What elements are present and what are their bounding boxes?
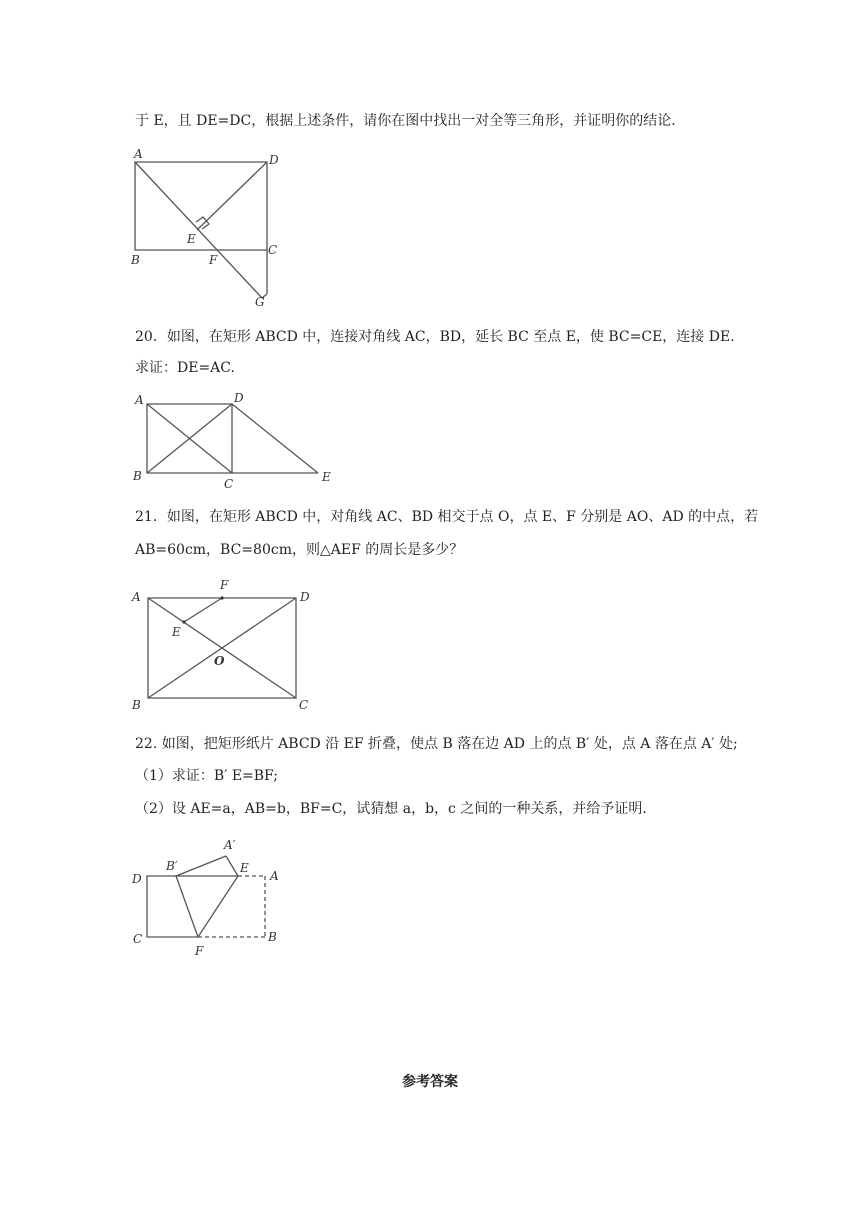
q20-stem: 20．如图，在矩形 ABCD 中，连接对角线 AC，BD，延长 BC 至点 E，使 BC=CE，连接 DE. bbox=[135, 329, 735, 345]
q22-label-b-prime: B′ bbox=[166, 859, 178, 873]
q19-label-g: G bbox=[255, 295, 265, 309]
q22-stem: 22. 如图，把矩形纸片 ABCD 沿 EF 折叠，使点 B 落在边 AD 上的点 B′ 处，点 A 落在点 A′ 处; bbox=[135, 736, 738, 752]
answer-heading: 参考答案 bbox=[402, 1074, 458, 1090]
q19-label-c: C bbox=[268, 243, 278, 257]
q21-label-f: F bbox=[220, 578, 229, 592]
q20-label-c: C bbox=[224, 477, 234, 491]
q21-label-c: C bbox=[299, 698, 309, 712]
q22-part-1: （1）求证：B′ E=BF; bbox=[135, 768, 278, 784]
q20-label-a: A bbox=[135, 393, 144, 407]
q21-label-a: A bbox=[132, 590, 141, 604]
q19-label-e: E bbox=[187, 232, 196, 246]
q19-text: 于 E，且 DE=DC，根据上述条件，请你在图中找出一对全等三角形，并证明你的结论. bbox=[135, 113, 676, 129]
q21-stem-2: AB=60cm，BC=80cm，则△AEF 的周长是多少？ bbox=[135, 542, 464, 558]
q20-label-b: B bbox=[133, 469, 142, 483]
q22-label-c: C bbox=[133, 932, 143, 946]
q21-label-o: O bbox=[214, 654, 225, 668]
q22-label-f: F bbox=[195, 944, 204, 958]
q22-label-a: A bbox=[270, 869, 279, 883]
q21-stem-1: 21．如图，在矩形 ABCD 中，对角线 AC、BD 相交于点 O，点 E、F 分别是 AO、AD 的中点，若 bbox=[135, 509, 759, 525]
q22-label-d: D bbox=[132, 872, 142, 886]
q22-part-2: （2）设 AE=a，AB=b，BF=C，试猜想 a，b，c 之间的一种关系，并给予证明. bbox=[135, 801, 647, 817]
q22-label-b: B bbox=[268, 930, 277, 944]
q20-label-e: E bbox=[322, 470, 331, 484]
q19-label-f: F bbox=[209, 253, 218, 267]
q22-label-a-prime: A′ bbox=[224, 838, 236, 852]
q21-label-b: B bbox=[132, 698, 141, 712]
q19-label-d: D bbox=[269, 153, 279, 167]
q20-label-d: D bbox=[234, 391, 244, 405]
q21-label-e: E bbox=[172, 625, 181, 639]
q21-label-d: D bbox=[300, 590, 310, 604]
q22-label-e: E bbox=[240, 861, 249, 875]
q19-label-a: A bbox=[134, 147, 143, 161]
q20-prove: 求证：DE=AC. bbox=[135, 360, 235, 376]
q19-label-b: B bbox=[131, 253, 140, 267]
